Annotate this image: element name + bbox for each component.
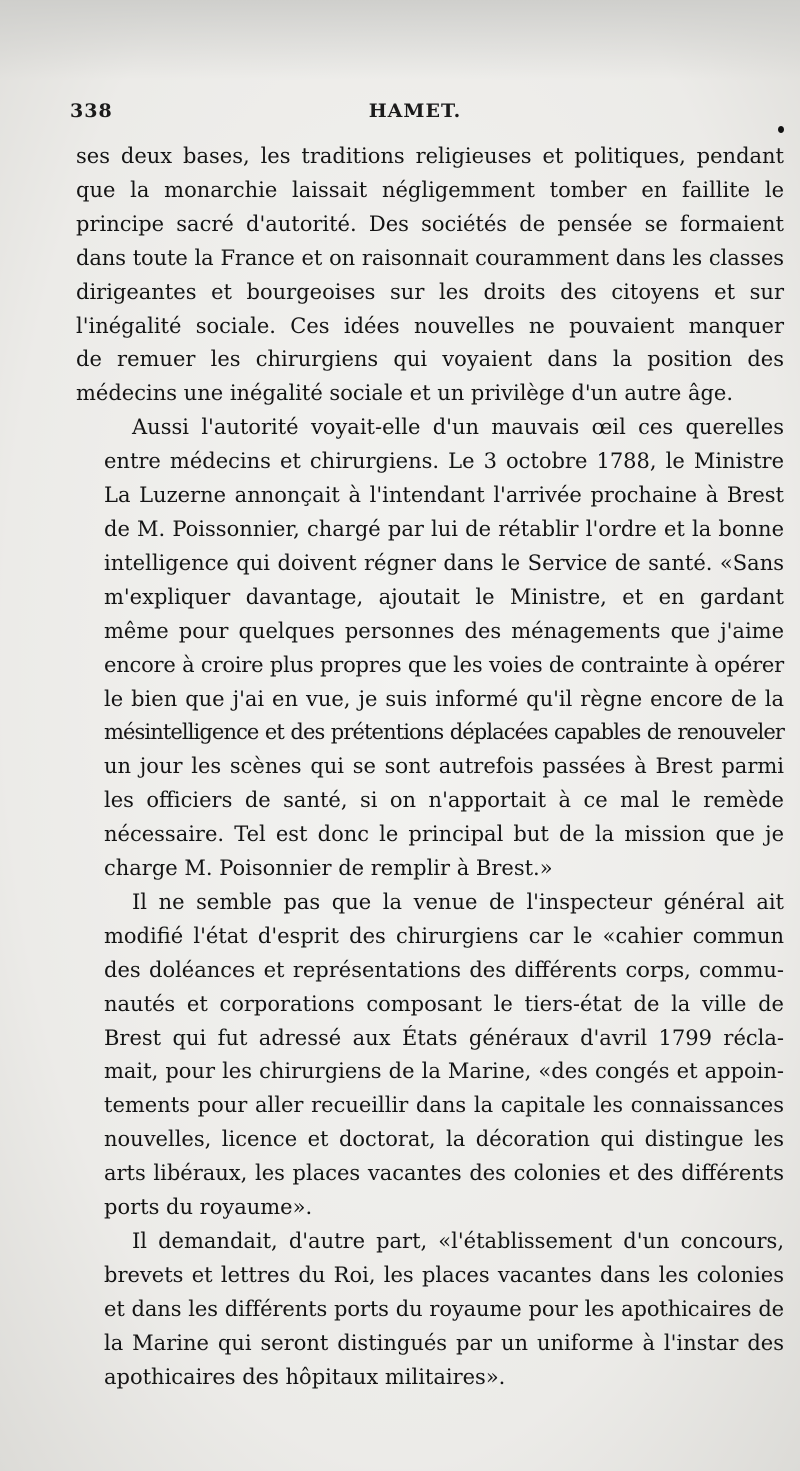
- paragraph-1: [76, 140, 784, 411]
- text-line: m'expliquer davantage, ajoutait le Ministre, et en gardant: [104, 584, 784, 609]
- text-line: La Luzerne annonçait à l'intendant l'arrivée prochaine à Brest: [104, 483, 784, 508]
- text-line: nautés et corporations composant le tiers-état de la ville de: [104, 991, 784, 1016]
- text-line: arts libéraux, les places vacantes des colonies et des différents: [104, 1161, 784, 1186]
- text-line: ses deux bases, les traditions religieuses et politiques, pendant: [76, 144, 784, 168]
- text-line: Il demandait, d'autre part, «l'établissement d'un concours,: [132, 1229, 784, 1253]
- text-line: principe sacré d'autorité. Des sociétés de pensée se formaient: [76, 211, 784, 236]
- text-line: la Marine qui seront distingués par un uniforme à l'instar des: [104, 1330, 784, 1355]
- text-line: et dans les différents ports du royaume pour les apothicaires de: [104, 1296, 784, 1321]
- paragraph-3: [76, 886, 784, 1225]
- text-line: l'inégalité sociale. Ces idées nouvelles ne pouvaient manquer: [76, 313, 784, 338]
- text-line: Aussi l'autorité voyait-elle d'un mauvais œil ces querelles: [132, 415, 784, 440]
- text-line: que la monarchie laissait négligemment tomber en faillite le: [76, 177, 784, 202]
- text-line: mait, pour les chirurgiens de la Marine, «des congés et appoin-: [104, 1059, 784, 1084]
- text-line: Brest qui fut adressé aux États généraux d'avril 1799 récla-: [104, 1025, 784, 1050]
- text-line: médecins une inégalité sociale et un privilège d'un autre âge.: [76, 381, 734, 406]
- text-line: tements pour aller recueillir dans la capitale les connaissances: [104, 1093, 784, 1118]
- text-line: le bien que j'ai en vue, je suis informé qu'il règne encore de la: [104, 686, 784, 711]
- text-line: des doléances et représentations des différents corps, commu-: [104, 957, 784, 982]
- text-line: nécessaire. Tel est donc le principal but de la mission que je: [104, 822, 784, 847]
- text-line: même pour quelques personnes des ménagements que j'aime: [104, 618, 784, 643]
- text-line: de M. Poissonnier, chargé par lui de rétablir l'ordre et la bonne: [104, 516, 784, 541]
- body-text: [76, 140, 784, 1395]
- running-head: HAMET.: [368, 100, 462, 122]
- text-line: modifié l'état d'esprit des chirurgiens car le «cahier commun: [104, 923, 784, 948]
- text-line: dirigeantes et bourgeoises sur les droits des citoyens et sur: [76, 279, 784, 304]
- text-line: entre médecins et chirurgiens. Le 3 octobre 1788, le Ministre: [104, 449, 784, 474]
- text-line: un jour les scènes qui se sont autrefois passées à Brest parmi: [104, 754, 784, 779]
- text-line: encore à croire plus propres que les voies de contrainte à opérer: [104, 652, 784, 677]
- scan-shadow: [0, 0, 800, 80]
- text-line: Il ne semble pas que la venue de l'inspecteur général ait: [132, 889, 784, 914]
- text-line: ports du royaume».: [104, 1195, 313, 1220]
- page-number: 338: [70, 100, 113, 122]
- text-line: intelligence qui doivent régner dans le Service de santé. «Sans: [104, 550, 784, 575]
- text-line: charge M. Poisonnier de remplir à Brest.»: [104, 856, 553, 881]
- page-header: [70, 100, 760, 130]
- text-line: mésintelligence et des prétentions déplacées capables de renouveler: [104, 720, 784, 745]
- text-line: les officiers de santé, si on n'apportait à ce mal le remède: [104, 788, 784, 813]
- ink-speck: [778, 126, 784, 133]
- text-line: apothicaires des hôpitaux militaires».: [104, 1364, 506, 1389]
- text-line: dans toute la France et on raisonnait couramment dans les classes: [76, 245, 784, 270]
- paragraph-2: [76, 411, 784, 886]
- text-line: nouvelles, licence et doctorat, la décoration qui distingue les: [104, 1127, 784, 1152]
- text-line: de remuer les chirurgiens qui voyaient dans la position des: [76, 347, 784, 372]
- text-line: brevets et lettres du Roi, les places vacantes dans les colonies: [104, 1262, 784, 1287]
- paragraph-4: [76, 1225, 784, 1395]
